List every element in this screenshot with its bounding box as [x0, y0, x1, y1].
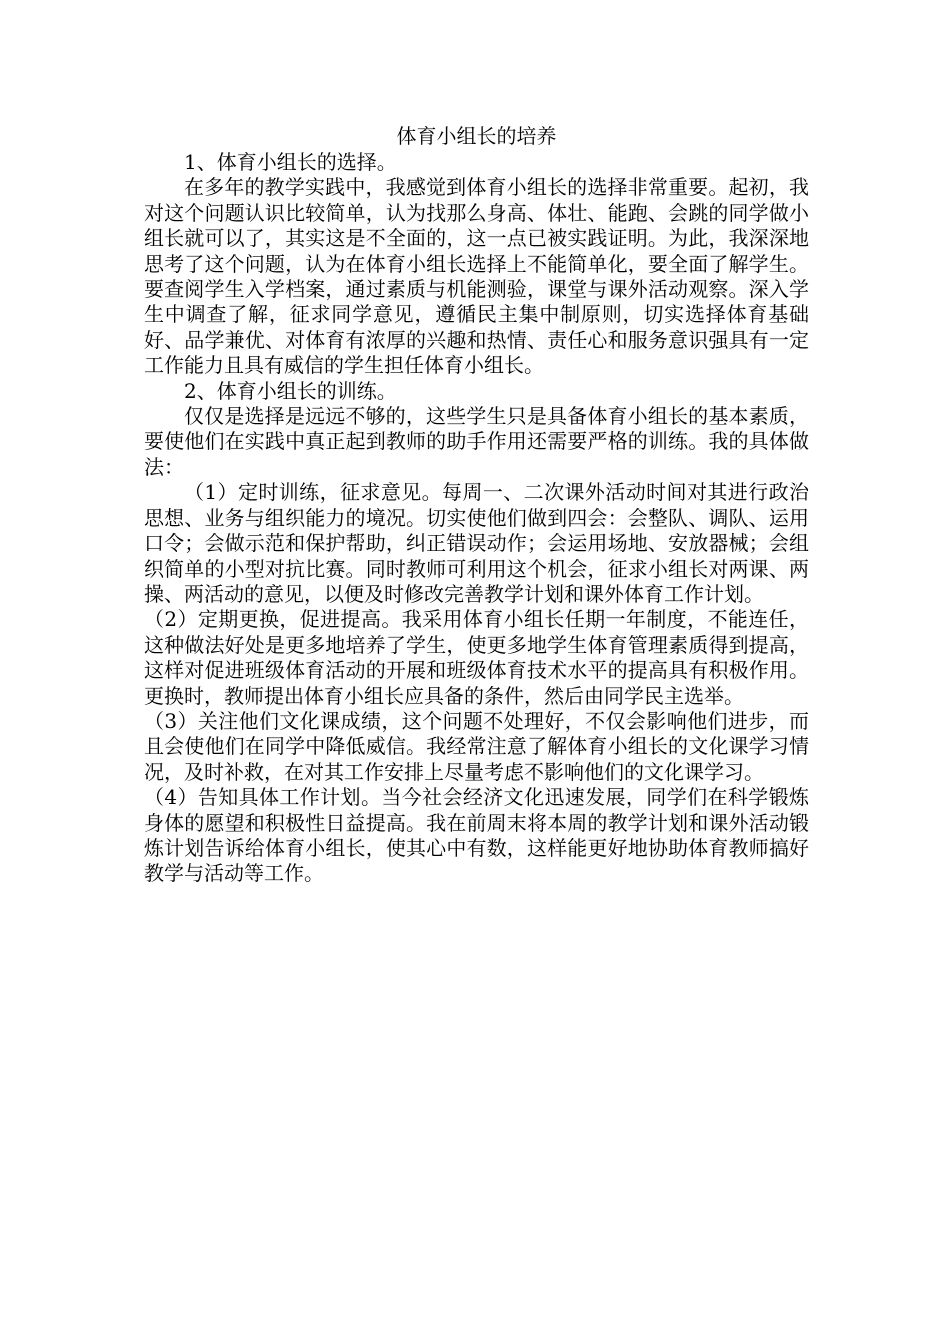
section-heading-selection: 1、体育小组长的选择。 [184, 150, 397, 174]
list-item-4: （4）告知具体工作计划。当今社会经济文化迅速发展，同学们在科学锻炼身体的愿望和积极性日益提高。我在前周末将本周的教学计划和课外活动锻炼计划告诉给体育小组长，使其心中有数，这样能更好地协助体育教师搞好教学与活动等工作。 [144, 785, 809, 886]
paragraph-selection: 在多年的教学实践中，我感觉到体育小组长的选择非常重要。起初，我对这个问题认识比较简单，认为找那么身高、体壮、能跑、会跳的同学做小组长就可以了，其实这是不全面的，这一点已被实践证明。为此，我深深地思考了这个问题，认为在体育小组长选择上不能简单化，要全面了解学生。要查阅学生入学档案，通过素质与机能测验，课堂与课外活动观察。深入学生中调查了解，征求同学意见，遵循民主集中制原则，切实选择体育基础好、品学兼优、对体育有浓厚的兴趣和热情、责任心和服务意识强具有一定工作能力且具有威信的学生担任体育小组长。 [144, 175, 809, 378]
list-item-1: （1）定时训练，征求意见。每周一、二次课外活动时间对其进行政治思想、业务与组织能力的境况。切实使他们做到四会：会整队、调队、运用口令；会做示范和保护帮助，纠正错误动作；会运用场地、安放器械；会组织简单的小型对抗比赛。同时教师可利用这个机会，征求小组长对两课、两操、两活动的意见，以便及时修改完善教学计划和课外体育工作计划。 [144, 480, 809, 606]
paragraph-training: 仅仅是选择是远远不够的，这些学生只是具备体育小组长的基本素质，要使他们在实践中真正起到教师的助手作用还需要严格的训练。我的具体做法： [144, 404, 809, 479]
document-page [144, 122, 809, 887]
list-item-3: （3）关注他们文化课成绩，这个问题不处理好，不仅会影响他们进步，而且会使他们在同学中降低威信。我经常注意了解体育小组长的文化课学习情况，及时补救，在对其工作安排上尽量考虑不影响他们的文化课学习。 [144, 708, 809, 784]
document-title: 体育小组长的培养 [396, 124, 557, 148]
list-item-2: （2）定期更换，促进提高。我采用体育小组长任期一年制度，不能连任，这种做法好处是更多地培养了学生，使更多地学生体育管理素质得到提高，这样对促进班级体育活动的开展和班级体育技术水平的提高具有积极作用。更换时，教师提出体育小组长应具备的条件，然后由同学民主选举。 [144, 607, 809, 708]
section-heading-training: 2、体育小组长的训练。 [184, 378, 397, 403]
